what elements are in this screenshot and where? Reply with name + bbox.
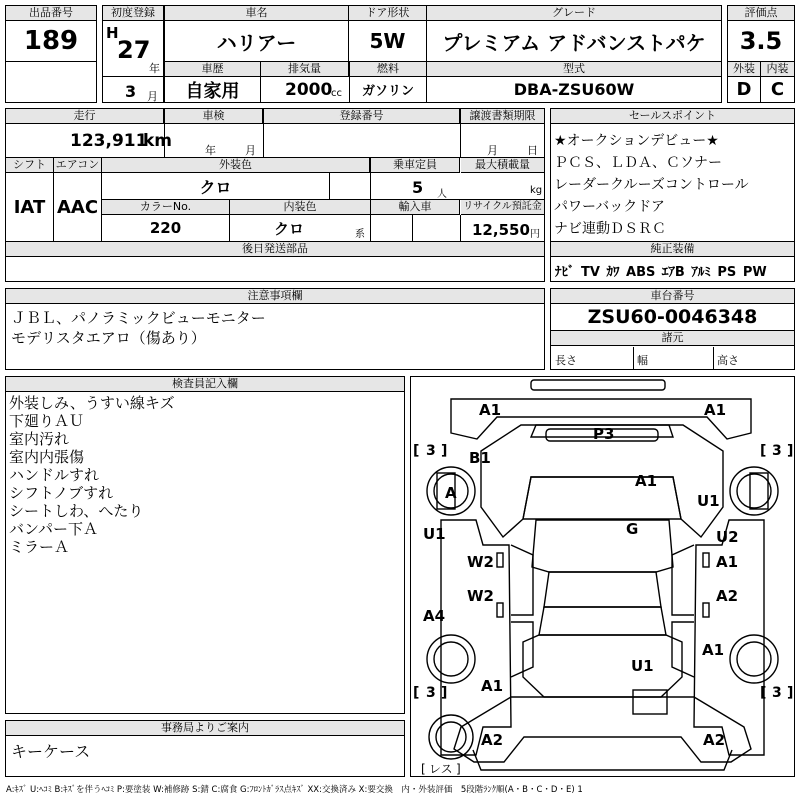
lot-label: 出品番号 — [6, 6, 96, 21]
door-label: ドア形状 — [349, 6, 427, 21]
inspector-label: 検査員記入欄 — [6, 377, 404, 392]
mark-a2-bottom-left: A2 — [481, 731, 504, 749]
tire-br-bracket-close: ] — [787, 685, 794, 701]
handle-rr — [703, 603, 709, 617]
equip-alloy: ｱﾙﾐ — [691, 265, 711, 280]
tire-bl-bracket-open: [ — [413, 685, 420, 701]
car-diagram — [411, 377, 794, 776]
displacement-unit: cc — [331, 88, 342, 99]
recycle-unit: 円 — [530, 229, 540, 240]
exterior-color: クロ — [102, 173, 330, 199]
first-reg-label: 初度登録 — [103, 6, 163, 21]
capacity-label: 乗車定員 — [371, 158, 460, 173]
ac: AAC — [54, 173, 102, 241]
car-diagram-box — [410, 376, 795, 777]
equip-ps: PS — [717, 265, 737, 280]
hood — [523, 477, 681, 519]
sales-point-1: ★オークションデビュー★ — [554, 133, 719, 149]
history: 自家用 — [165, 77, 261, 102]
note-line-1: ＪＢＬ、パノラミックビューモニター — [11, 309, 266, 327]
recycle-amount: 12,550 — [472, 221, 530, 239]
transfer-month-unit: 月 — [487, 144, 498, 157]
notes-label: 注意事項欄 — [6, 289, 544, 304]
chassis-box — [550, 288, 795, 370]
transfer-label: 譲渡書類期限 — [461, 109, 544, 124]
first-registration-box — [102, 5, 164, 103]
insp-year-unit: 年 — [205, 144, 216, 157]
displacement-label: 排気量 — [261, 62, 349, 77]
handle-fr — [703, 553, 709, 567]
width-label: 幅 — [637, 354, 648, 367]
int-color-label: 内装色 — [230, 200, 370, 215]
capacity: 5 — [412, 178, 424, 197]
chassis-number: ZSU60-0046348 — [551, 304, 794, 331]
tire-tl-value: 3 — [426, 443, 436, 459]
ac-label: エアコン — [54, 158, 102, 173]
model-label: 型式 — [427, 62, 721, 77]
shift: IAT — [6, 173, 54, 241]
insp-month-unit: 月 — [245, 144, 256, 157]
equip-leather: ｶﾜ — [606, 265, 620, 280]
mark-u2: U2 — [716, 528, 739, 546]
mileage-label: 走行 — [6, 109, 164, 124]
sales-point-3: レーダークルーズコントロール — [554, 177, 749, 193]
import-label: 輸入車 — [371, 200, 460, 215]
equip-pw: PW — [742, 265, 767, 280]
inspector-line-8: バンパー下Ａ — [9, 520, 98, 538]
color-no: 220 — [102, 215, 230, 241]
sales-point-5: ナビ連動ＤＳＲＣ — [554, 221, 666, 237]
mileage: 123,911 — [70, 131, 148, 151]
mark-a1-rear-right: A1 — [702, 641, 725, 659]
tire-bl-value: 3 — [426, 685, 436, 701]
score: 3.5 — [728, 21, 794, 62]
mark-front-right: A1 — [704, 401, 727, 419]
color-no-label: カラーNo. — [102, 200, 230, 215]
lot-box — [5, 5, 97, 103]
color-label: 外装色 — [102, 158, 370, 173]
int-color-unit: 系 — [355, 229, 365, 240]
notes-box — [5, 288, 545, 370]
inspector-line-5: ハンドルすれ — [9, 466, 100, 484]
mark-roof: A1 — [635, 472, 658, 490]
mark-a2-bottom-right: A2 — [703, 731, 726, 749]
spare-bracket-close: ] — [456, 762, 461, 776]
spare-label: レス — [429, 762, 453, 776]
rear-door-left — [511, 622, 533, 677]
mark-a1-rear-left: A1 — [481, 677, 504, 695]
office-text: キーケース — [11, 742, 91, 761]
sales-points-label: セールスポイント — [551, 109, 794, 124]
sales-point-4: パワーバックドア — [554, 199, 665, 215]
grade: プレミアム アドバンストパケ — [442, 30, 706, 55]
equipment-list — [555, 261, 767, 280]
score-label: 評価点 — [728, 6, 794, 21]
tire-tr-bracket-close: ] — [787, 443, 794, 459]
length-label: 長さ — [555, 354, 577, 367]
reg-year: 27 — [117, 36, 151, 64]
top-bar — [531, 380, 665, 390]
year-unit: 年 — [149, 62, 160, 75]
exterior-label: 外装 — [728, 62, 761, 77]
lot-number: 189 — [6, 21, 96, 62]
equip-airbag: ｴｱB — [661, 265, 685, 280]
displacement: 2000 — [285, 80, 333, 100]
car-name: ハリアー — [165, 21, 349, 61]
model-code: DBA-ZSU60W — [513, 80, 635, 99]
inspection-label: 車検 — [165, 109, 263, 124]
rear-door-right — [672, 622, 694, 677]
rear-body — [454, 697, 751, 762]
tire-tl-bracket-close: ] — [441, 443, 448, 459]
height-label: 高さ — [717, 354, 739, 367]
transfer-day-unit: 日 — [527, 144, 538, 157]
interior-color: クロ — [273, 219, 304, 238]
load-unit: kg — [530, 185, 543, 196]
fuel: ガソリン — [350, 77, 427, 102]
dims-label: 諸元 — [551, 331, 794, 346]
tire-bl-bracket-close: ] — [441, 685, 448, 701]
mark-w2-lower: W2 — [467, 587, 494, 605]
front-door-right — [672, 545, 694, 615]
equip-navi: ﾅﾋﾞ — [555, 265, 575, 280]
tire-br-bracket-open: [ — [760, 685, 767, 701]
capacity-unit: 人 — [437, 189, 447, 200]
mark-a4: A4 — [423, 607, 446, 625]
mark-a1-mid-right: A1 — [716, 553, 739, 571]
mark-w2-upper: W2 — [467, 553, 494, 571]
fuel-label: 燃料 — [350, 62, 427, 77]
trunk-lid — [523, 635, 682, 697]
mark-b1: B1 — [469, 449, 491, 467]
grade-label: グレード — [427, 6, 721, 21]
later-parts-label: 後日発送部品 — [6, 242, 544, 257]
reg-month: 3 — [125, 82, 137, 101]
tire-tr-bracket-open: [ — [760, 443, 767, 459]
chassis-label: 車台番号 — [551, 289, 794, 304]
month-unit: 月 — [147, 90, 158, 103]
plate-area — [633, 690, 667, 714]
interior-grade: C — [770, 79, 785, 100]
inspector-line-4: 室内内張傷 — [9, 448, 85, 466]
plate-label: 登録番号 — [264, 109, 460, 124]
legend: A:ｷｽﾞ U:ﾍｺﾐ B:ｷｽﾞを伴うﾍｺﾐ P:要塗装 W:補修跡 S:錆 C:腐食 G:ﾌﾛﾝﾄｶﾞﾗｽ点ｷｽﾞ XX:交換済み X:要交換 内・外装評価 5段階ﾗﾝｸ順(A・B・C・D・E) 1 — [6, 785, 583, 795]
note-line-2: モデリスタエアロ（傷あり） — [11, 329, 206, 347]
handle-fl — [497, 553, 503, 567]
front-door-left — [511, 545, 533, 615]
rear-glass — [539, 607, 666, 635]
roof — [544, 572, 661, 607]
office-label: 事務局よりご案内 — [6, 721, 404, 736]
interior-label: 内装 — [761, 62, 794, 77]
mileage-unit: km — [143, 131, 173, 151]
car-name-label: 車名 — [165, 6, 349, 21]
sales-point-2: ＰＣＳ、ＬＤＡ、Ｃソナー — [554, 155, 722, 171]
spare-bracket-open: [ — [421, 762, 426, 776]
load-label: 最大積載量 — [461, 158, 544, 173]
tire-tl-bracket-open: [ — [413, 443, 420, 459]
inspector-box — [5, 376, 405, 714]
era: H — [106, 24, 119, 42]
mark-g: G — [626, 520, 639, 538]
roof-front — [532, 520, 673, 572]
mark-u1-trunk: U1 — [631, 657, 654, 675]
score-box — [727, 5, 795, 103]
mark-u1-right: U1 — [697, 492, 720, 510]
equip-abs: ABS — [626, 265, 656, 280]
shift-label: シフト — [6, 158, 54, 173]
mark-u1-left: U1 — [423, 525, 446, 543]
history-label: 車歴 — [165, 62, 261, 77]
exterior-grade: D — [728, 77, 761, 102]
door-type: 5W — [349, 21, 427, 61]
inspector-line-1: 外装しみ、うすい線キズ — [9, 394, 175, 412]
mark-hood: P3 — [593, 425, 615, 443]
recycle-label: リサイクル預託金 — [461, 200, 544, 215]
sales-points-box — [550, 108, 795, 282]
office-box — [5, 720, 405, 777]
handle-rl — [497, 603, 503, 617]
mark-wheel-a: A — [445, 484, 457, 502]
mark-a2-right: A2 — [716, 587, 739, 605]
tire-br-value: 3 — [772, 685, 782, 701]
tire-tr-value: 3 — [772, 443, 782, 459]
inspector-line-9: ミラーＡ — [9, 538, 70, 556]
inspector-line-2: 下廻りＡＵ — [9, 412, 85, 430]
inspector-line-6: シフトノブすれ — [9, 484, 114, 502]
mark-front-left: A1 — [479, 401, 502, 419]
inspector-line-3: 室内汚れ — [9, 430, 70, 448]
inspector-line-7: シートしわ、へたり — [9, 502, 144, 520]
equip-tv: TV — [581, 265, 600, 280]
equipment-label: 純正装備 — [551, 241, 794, 257]
